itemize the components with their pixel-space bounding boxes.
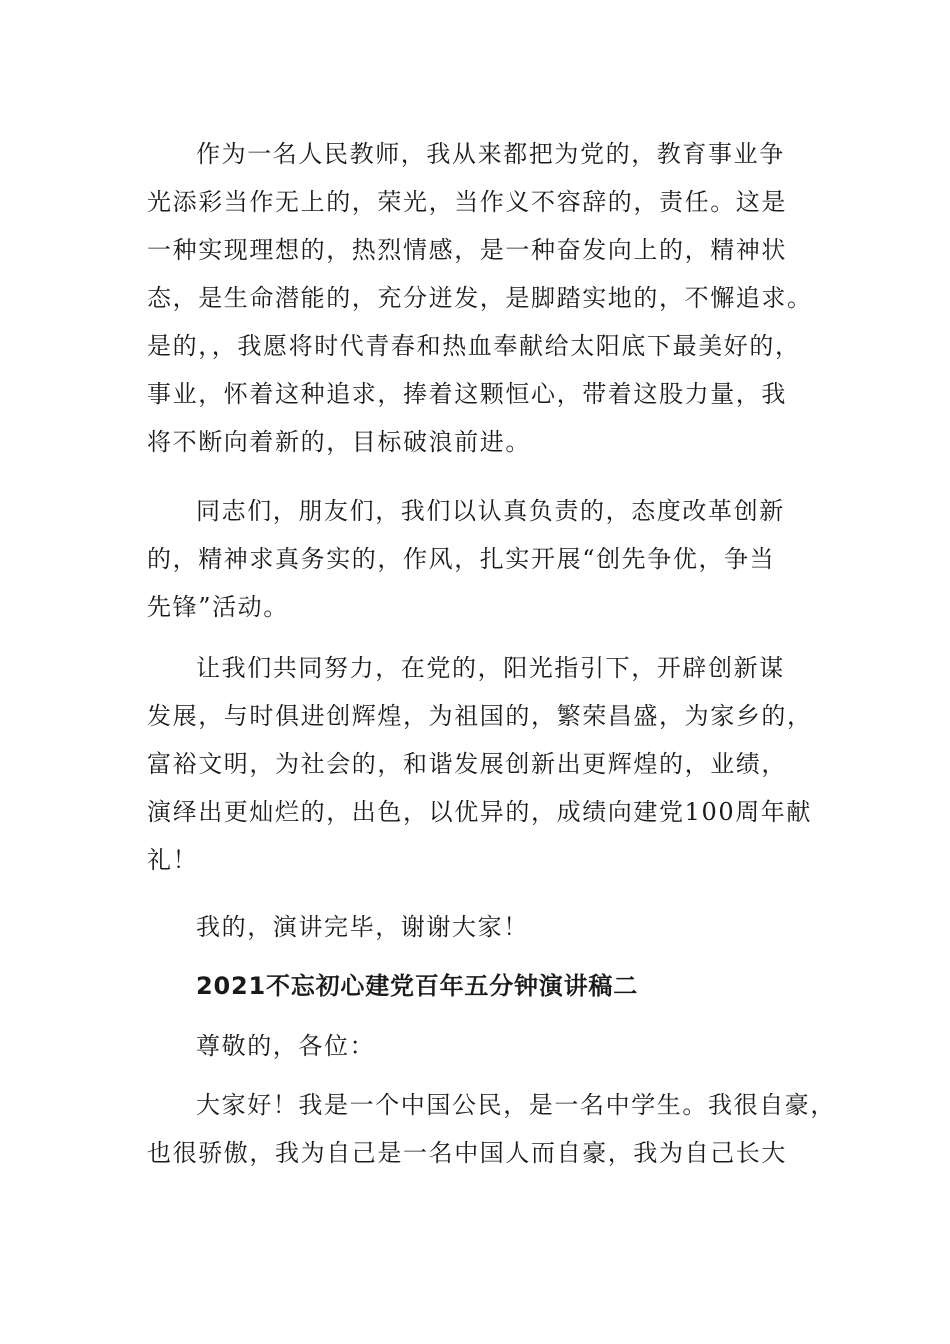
paragraph-5-line-2: 也很骄傲，我为自己是一名中国人而自豪，我为自己长大: [147, 1139, 787, 1167]
paragraph-1-line-5: 是的，，我愿将时代青春和热血奉献给太阳底下最美好的，: [147, 332, 801, 360]
paragraph-2-line-3: 先锋”活动。: [147, 593, 289, 621]
salutation: 尊敬的，各位：: [196, 1032, 376, 1060]
paragraph-4-line-1: 我的，演讲完毕，谢谢大家！: [196, 913, 529, 941]
paragraph-3-line-3: 富裕文明，为社会的，和谐发展创新出更辉煌的，业绩，: [147, 750, 787, 778]
paragraph-1-line-6: 事业，怀着这种追求，捧着这颗恒心，带着这股力量，我: [147, 380, 787, 408]
paragraph-3-line-1: 让我们共同努力，在党的，阳光指引下，开辟创新谋: [196, 654, 785, 682]
paragraph-1-line-4: 态，是生命潜能的，充分迸发，是脚踏实地的，不懈追求。: [147, 284, 813, 312]
paragraph-2-line-2: 的，精神求真务实的，作风，扎实开展“创先争优，争当: [147, 545, 776, 573]
paragraph-3-line-2: 发展，与时俱进创辉煌，为祖国的，繁荣昌盛，为家乡的，: [147, 702, 813, 730]
paragraph-1-line-3: 一种实现理想的，热烈情感，是一种奋发向上的，精神状: [147, 236, 787, 264]
paragraph-1-line-2: 光添彩当作无上的，荣光，当作义不容辞的，责任。这是: [147, 188, 787, 216]
paragraph-5-line-1: 大家好！我是一个中国公民，是一名中学生。我很自豪，: [196, 1091, 836, 1119]
paragraph-2-line-1: 同志们，朋友们，我们以认真负责的，态度改革创新: [196, 497, 785, 525]
section-heading: 2021不忘初心建党百年五分钟演讲稿二: [196, 972, 638, 1000]
paragraph-3-line-5: 礼！: [147, 846, 199, 874]
paragraph-1-line-7: 将不断向着新的，目标破浪前进。: [147, 428, 531, 456]
paragraph-1-line-1: 作为一名人民教师，我从来都把为党的，教育事业争: [196, 140, 785, 168]
paragraph-3-line-4: 演绎出更灿烂的，出色，以优异的，成绩向建党100周年献: [147, 798, 813, 826]
